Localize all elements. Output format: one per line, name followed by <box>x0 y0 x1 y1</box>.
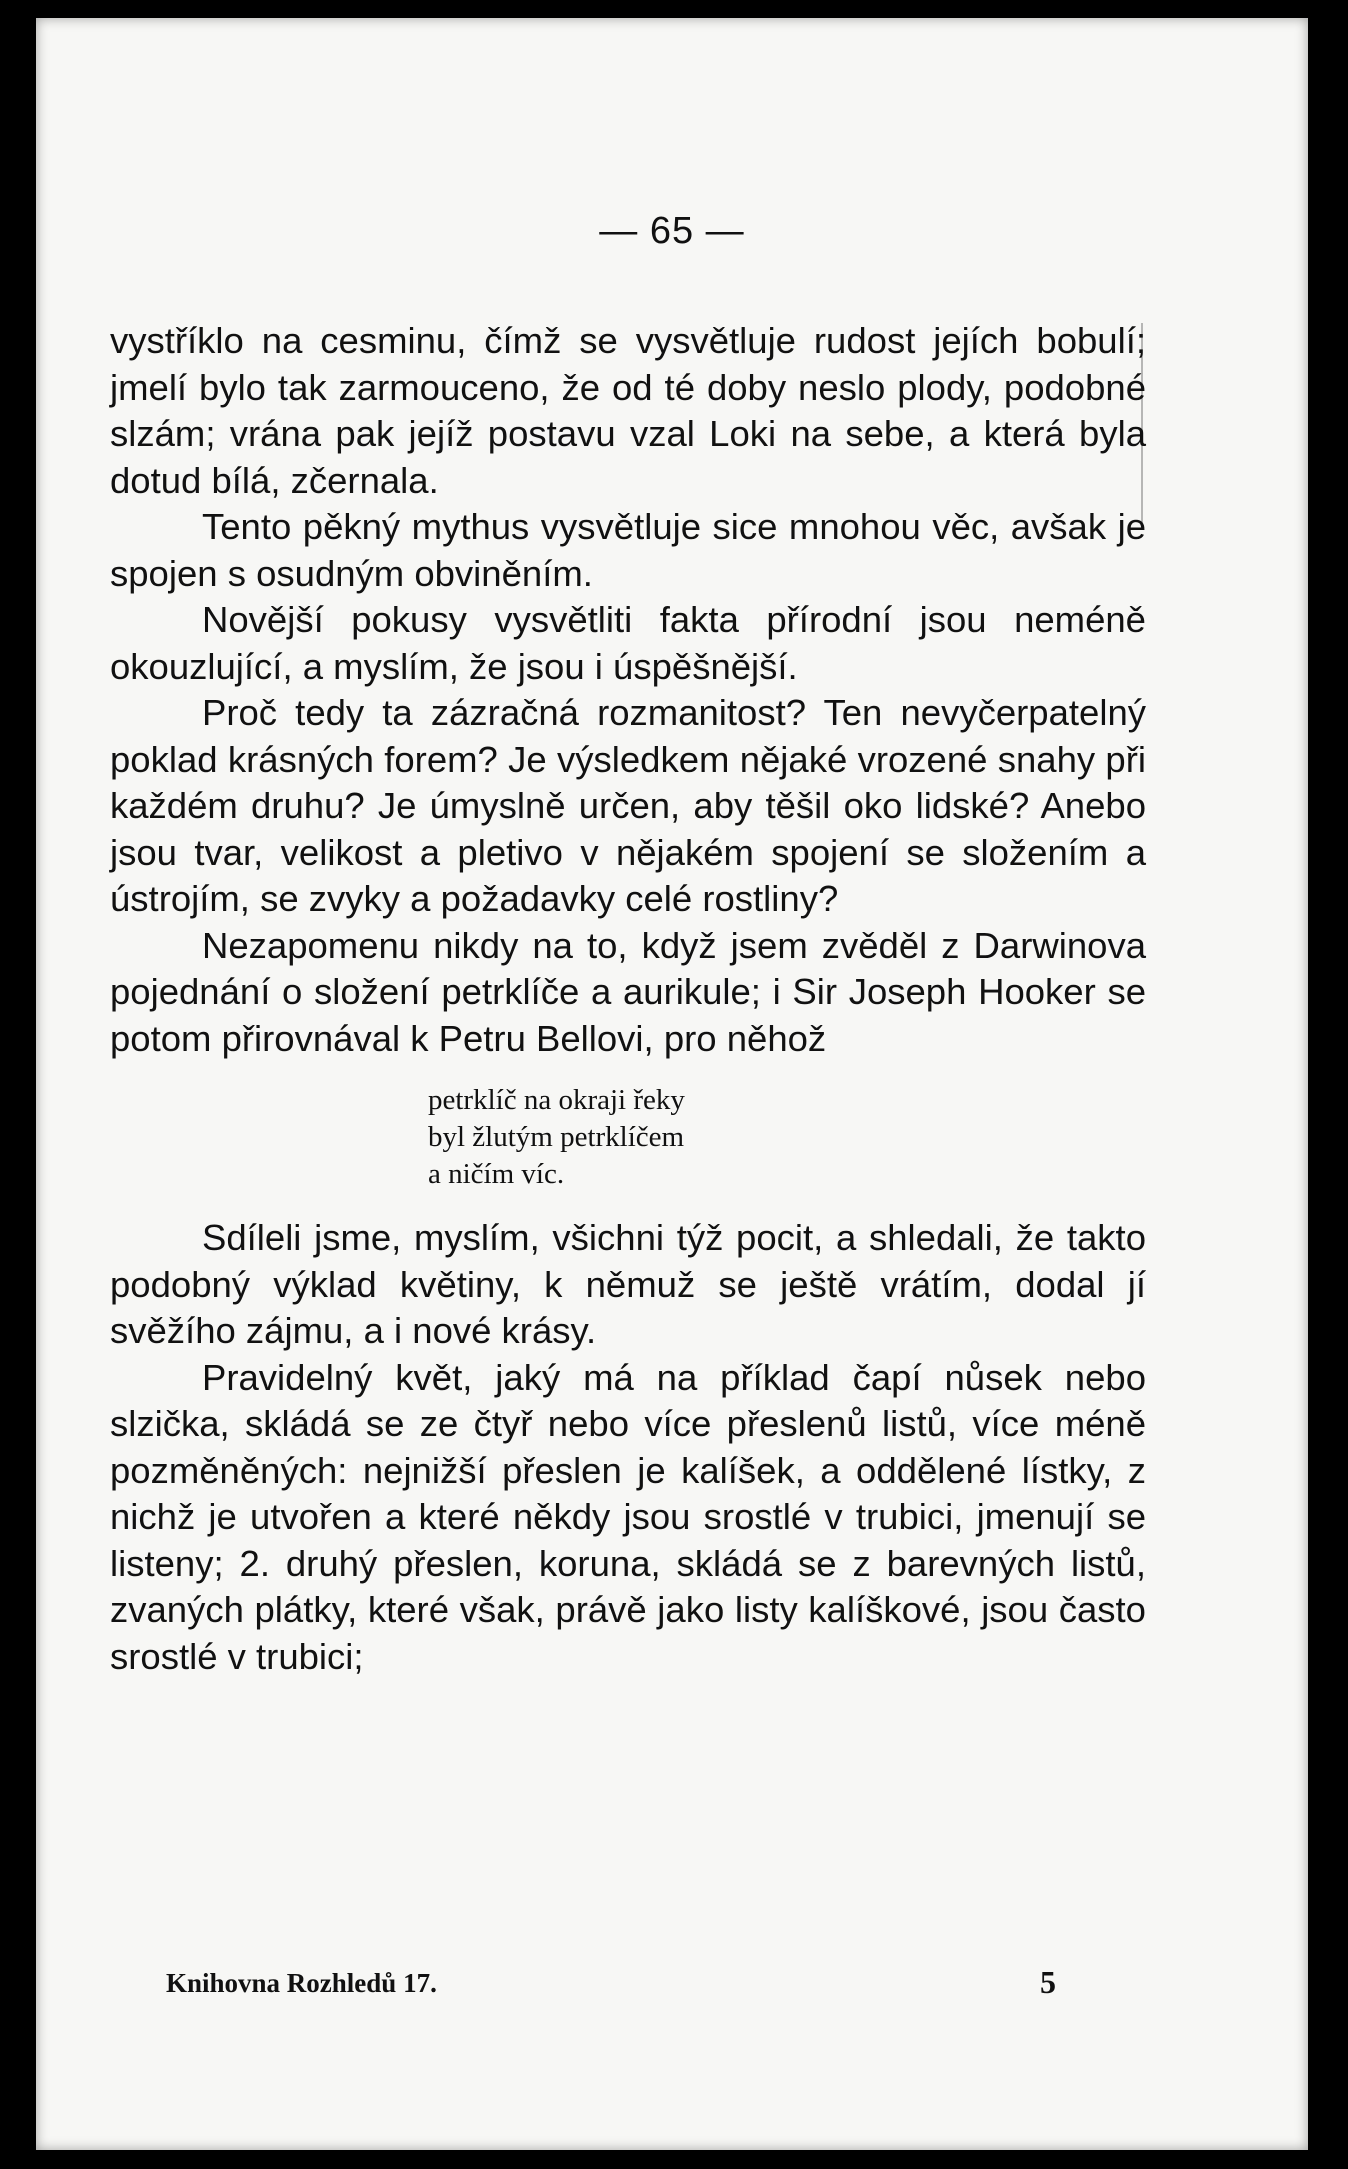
paragraph: Tento pěkný mythus vysvětluje sice mnohou věc, avšak je spojen s osudným obviněním. <box>110 506 1146 594</box>
footer-signature: Knihovna Rozhledů 17. <box>166 1968 437 1998</box>
book-page <box>36 18 1308 2150</box>
main-text <box>110 318 1146 1680</box>
paragraph: Sdíleli jsme, myslím, všichni týž pocit, a shledali, že takto podobný výklad květiny, k němuž se ještě vrátím, dodal jí svěžího zájmu, a i nové krásy. <box>110 1217 1146 1351</box>
verse-line: a ničím víc. <box>428 1158 565 1190</box>
paragraph: Novější pokusy vysvětliti fakta přírodní jsou neméně okouzlující, a myslím, že jsou i úspěšnější. <box>110 599 1146 687</box>
verse-line: byl žlutým petrklíčem <box>428 1121 685 1153</box>
paragraph: Proč tedy ta zázračná rozmanitost? Ten nevyčerpatelný poklad krásných forem? Je výsledkem nějaké vrozené snahy při každém druhu? Je úmyslně určen, aby těšil oko lidské? Anebo jsou tvar, velikost a pletivo v nějakém spojení se složením a ústrojím, se zvyky a požadavky celé rostliny? <box>110 692 1146 919</box>
verse-quote <box>428 1082 1146 1193</box>
paragraph: vystříklo na cesminu, čímž se vysvětluje rudost jejích bobulí; jmelí bylo tak zarmouceno, že od té doby neslo plody, podobné slzám; vrána pak jejíž postavu vzal Loki na sebe, a která byla dotud bílá, zčernala. <box>110 320 1146 501</box>
sheet-number: 5 <box>1040 1964 1056 2000</box>
page-number: — 65 — <box>599 210 745 252</box>
paragraph: Nezapomenu nikdy na to, když jsem zvěděl z Darwinova pojednání o složení petrklíče a aurikule; i Sir Joseph Hooker se potom přirovnával k Petru Bellovi, pro něhož <box>110 924 1146 1059</box>
verse-line: petrklíč na okraji řeky <box>428 1084 685 1116</box>
paragraph: Pravidelný květ, jaký má na příklad čapí nůsek nebo slzička, skládá se ze čtyř nebo více přeslenů listů, více méně pozměněných: nejnižší přeslen je kalíšek, a oddělené lístky, z nichž je utvořen a které někdy jsou srostlé v trubici, jmenují se listeny; 2. druhý přeslen, koruna, skládá se z barevných listů, zvaných plátky, které však, právě jako listy kalíškové, jsou často srostlé v trubici; <box>110 1356 1146 1677</box>
